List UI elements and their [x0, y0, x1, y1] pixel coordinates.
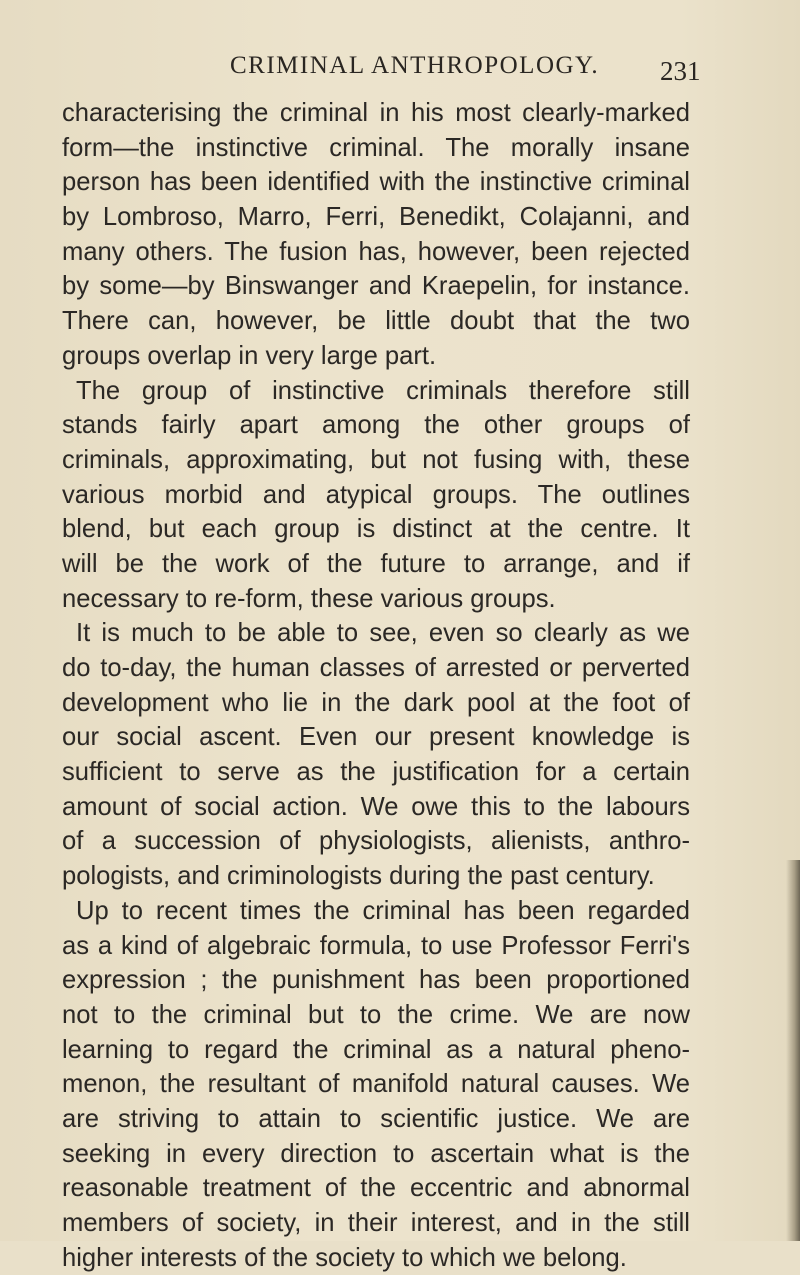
text-line: do to-day, the human classes of arrested or perverted [62, 654, 690, 682]
text-line: will be the work of the future to arrange, and if [62, 549, 690, 578]
text-line: development who lie in the dark pool at the foot of [62, 688, 690, 717]
text-line: Up to recent times the criminal has been regarded [76, 896, 690, 925]
text-line: as a kind of algebraic formula, to use Professor Ferri's [62, 931, 690, 960]
text-line: seeking in every direction to ascertain what is the [62, 1139, 690, 1168]
text-line: characterising the criminal in his most clearly-marked [62, 99, 690, 127]
text-line: amount of social action. We owe this to the labours [62, 792, 690, 821]
text-line: expression ; the punishment has been proportioned [62, 966, 690, 995]
text-line: not to the criminal but to the crime. We are now [62, 1000, 690, 1029]
text-line: higher interests of the society to which we belong. [62, 1243, 627, 1272]
text-line: There can, however, be little doubt that the two [62, 307, 690, 336]
text-line: stands fairly apart among the other groups of [62, 411, 690, 440]
text-line: blend, but each group is distinct at the centre. It [62, 515, 690, 544]
text-line: pologists, and criminologists during the past century. [62, 862, 655, 891]
text-line: person has been identified with the instinctive criminal [62, 168, 690, 197]
text-line: learning to regard the criminal as a natural pheno- [62, 1035, 690, 1064]
running-head: CRIMINAL ANTHROPOLOGY. [230, 52, 600, 79]
text-line: members of society, in their interest, and in the still [62, 1209, 690, 1237]
page-header [0, 52, 800, 92]
page-edge-shadow [786, 860, 800, 1241]
text-line: of a succession of physiologists, alienists, anthro- [62, 827, 690, 856]
text-line: by some—by Binswanger and Kraepelin, for instance. [62, 272, 690, 301]
text-line: are striving to attain to scientific justice. We are [62, 1104, 690, 1133]
text-line: The group of instinctive criminals therefore still [76, 376, 690, 405]
text-line: necessary to re-form, these various groups. [62, 584, 556, 613]
text-line: groups overlap in very large part. [62, 341, 437, 370]
body-text [62, 96, 690, 1275]
text-line: form—the instinctive criminal. The morally insane [62, 133, 690, 162]
text-line: criminals, approximating, but not fusing with, these [62, 445, 690, 474]
text-line: sufficient to serve as the justification for a certain [62, 758, 690, 787]
page-number: 231 [660, 56, 701, 86]
text-line: many others. The fusion has, however, been rejected [62, 237, 690, 266]
text-line: menon, the resultant of manifold natural causes. We [62, 1070, 690, 1099]
text-line: It is much to be able to see, even so clearly as we [76, 619, 690, 648]
text-line: reasonable treatment of the eccentric and abnormal [62, 1174, 690, 1203]
text-line: various morbid and atypical groups. The outlines [62, 480, 690, 509]
text-line: by Lombroso, Marro, Ferri, Benedikt, Colajanni, and [62, 203, 690, 232]
text-line: our social ascent. Even our present knowledge is [62, 723, 690, 752]
